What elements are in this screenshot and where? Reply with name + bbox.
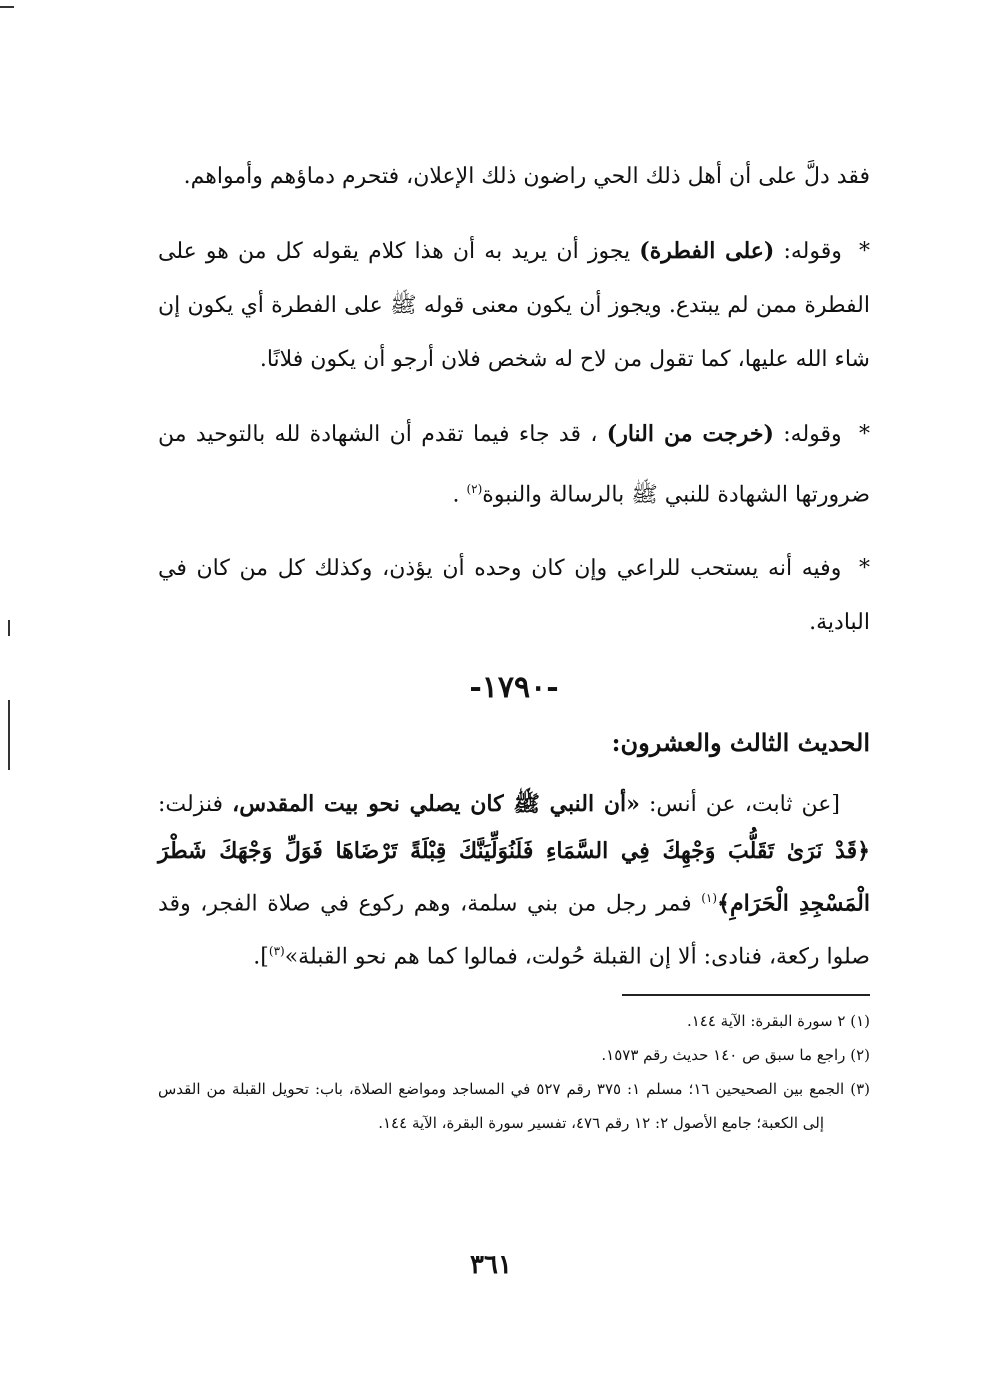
- paragraph-3-bold: (خرجت من النار): [606, 421, 774, 447]
- footnote-ref-3: (٣): [268, 943, 285, 958]
- paragraph-2-rest: يجوز أن يريد به أن هذا كلام يقوله كل من هو على الفطرة ممن لم يبتدع. ويجوز أن يكون معنى قوله ﷺ على الفطرة أي يكون إن شاء الله عليها، كما تقول من لاح له شخص فلان أرجو أن يكون فلانًا.: [158, 239, 870, 372]
- footnote-2: [158, 1038, 870, 1072]
- footnote-number: (٢): [850, 1045, 870, 1064]
- hadith-text: [158, 781, 870, 980]
- paragraph-2-lead: وقوله:: [783, 239, 842, 264]
- footnote-number: (٣): [850, 1079, 870, 1098]
- footnote-ref-2: (٢): [466, 482, 483, 496]
- footnote-ref-1: (١): [701, 891, 718, 906]
- footnote-1: [158, 1004, 870, 1038]
- paragraph-1: [158, 150, 870, 204]
- paragraph-1-text: فقد دلَّ على أن أهل ذلك الحي راضون ذلك الإعلان، فتحرم دماؤهم وأمواهم.: [183, 164, 870, 189]
- asterisk-icon: *: [859, 422, 871, 447]
- section-heading: الحديث الثالث والعشرون:: [611, 728, 870, 758]
- scan-mark-top: [0, 6, 14, 8]
- scan-mark-mid: [8, 620, 10, 636]
- asterisk-icon: *: [859, 556, 871, 582]
- footnotes: [158, 1004, 870, 1140]
- paragraph-3-end: .: [452, 482, 460, 508]
- paragraph-4-text: وفيه أنه يستحب للراعي وإن كان وحده أن يؤذن، وكذلك كل من كان في البادية.: [158, 556, 870, 636]
- hadith-bold-quote: «أن النبي ﷺ كان يصلي نحو بيت المقدس،: [232, 791, 640, 818]
- hadith-close: ].: [253, 943, 269, 969]
- footnote-divider: [622, 994, 870, 996]
- footnote-3: [158, 1072, 870, 1140]
- hadith-number: -١٧٩٠-: [469, 670, 559, 706]
- footnote-text: ٢ سورة البقرة: الآية ١٤٤.: [686, 1011, 846, 1030]
- paragraph-3: [158, 407, 870, 522]
- footnote-number: (١): [850, 1011, 870, 1030]
- hadith-fanazalat: فنزلت:: [158, 792, 224, 818]
- footnote-text: راجع ما سبق ص ١٤٠ حديث رقم ١٥٧٣.: [601, 1045, 846, 1064]
- footnote-text: الجمع بين الصحيحين ١٦؛ مسلم ١: ٣٧٥ رقم ٥٢٧ في المساجد ومواضع الصلاة، باب: تحويل القبلة من القدس إلى الكعبة؛ جامع الأصول ٢: ١٢ رقم ٤٧٦، تفسير سورة البقرة، الآية ١٤٤.: [158, 1079, 845, 1132]
- quran-verse: ﴿قَدْ نَرَىٰ تَقَلُّبَ وَجْهِكَ فِي السَّمَاءِ فَلَنُوَلِّيَنَّكَ قِبْلَةً تَرْضَاهَا فَوَلِّ وَجْهَكَ شَطْرَ الْمَسْجِدِ الْحَرَامِ﴾: [158, 838, 870, 917]
- page-body: [158, 150, 870, 1140]
- hadith-body: فمر رجل من بني سلمة، وهم ركوع في صلاة الفجر، وقد صلوا ركعة، فنادى: ألا إن القبلة حُولت، فمالوا كما هم نحو القبلة»: [158, 891, 870, 969]
- hadith-open: [عن ثابت، عن أنس:: [649, 792, 840, 818]
- page-number: ٣٦١: [470, 1250, 512, 1280]
- paragraph-4: [158, 542, 870, 650]
- scan-mark-long: [8, 700, 10, 770]
- paragraph-3-lead: وقوله:: [783, 422, 842, 447]
- paragraph-2-bold: (على الفطرة): [639, 238, 775, 264]
- paragraph-2: [158, 224, 870, 387]
- asterisk-icon: *: [859, 239, 871, 264]
- paragraph-3-rest: ، قد جاء فيما تقدم أن الشهادة لله بالتوحيد من ضرورتها الشهادة للنبي ﷺ بالرسالة والنبوة: [158, 422, 870, 508]
